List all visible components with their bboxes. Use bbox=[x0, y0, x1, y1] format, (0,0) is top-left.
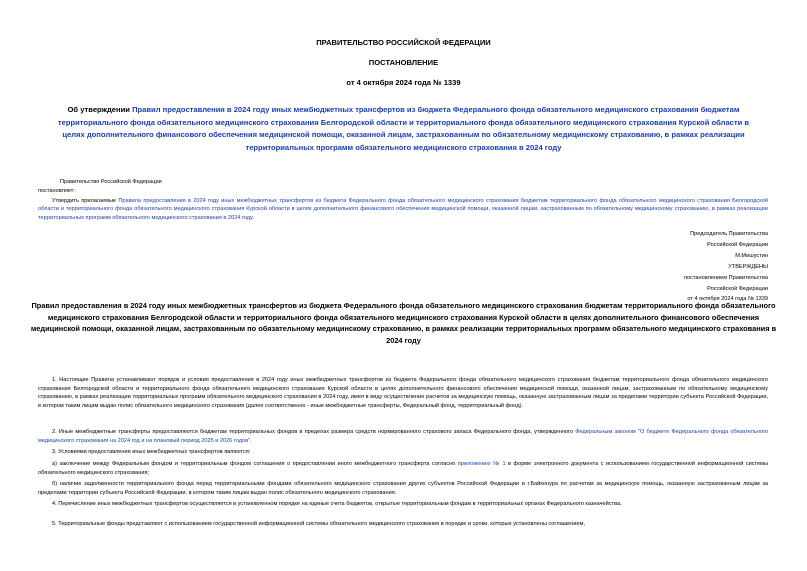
preamble-government: Правительство Российской Федерации bbox=[60, 179, 162, 185]
paragraph-1: 1. Настоящие Правила устанавливают порядок и условия предоставления в 2024 году иных межбюджетных трансфертов из бюджета Федерального фонда обязательного медицинского страхования бюджетам территориального фонда обязательного медицинского страхования Белгородской области и территориального фонда обязательного медицинского страхования Курской области в целях дополнительного финансового обеспечения медицинской помощи, оказанной лицам, застрахованным по обязательному медицинскому страхованию, в рамках реализации территориальных программ обязательного медицинского страхования в 2024 году, имея в виду осуществление расчетов за медицинскую помощь, оказанную застрахованным лицам за пределами территории субъекта Российской Федерации, в котором таким лицам выдан полис обязательного медицинского страхования (далее соответственно - иные межбюджетные трансферты, Федеральный фонд, территориальный фонд). bbox=[38, 377, 768, 409]
federal-law-link[interactable]: Федеральным законом "О бюджете Федерального фонда обязательного медицинского страхования на 2024 год и на плановый период 2025 и 2026 годов" bbox=[38, 429, 768, 444]
paragraph-3a bbox=[38, 460, 768, 477]
approve-link[interactable]: Правила предоставления в 2024 году иных межбюджетных трансфертов из бюджета Федерального фонда обязательного медицинского страхования бюджетам территориального фонда обязательного медицинского страхования Белгородской области и территориального фонда обязательного медицинского страхования Курской области в целях дополнительного финансового обеспечения медицинской помощи, оказанной лицам, застрахованным по обязательному медицинскому страхованию, в рамках реализации территориальных программ обязательного медицинского страхования в 2024 году bbox=[38, 198, 768, 221]
paragraph-3a-prefix: а) заключение между Федеральным фондом и территориальным фондом соглашения о предоставлении иного межбюджетного трансферта согласно bbox=[52, 461, 458, 467]
approved-line-5: постановлением Правительства bbox=[683, 275, 768, 281]
signature-line-2: Российской Федерации bbox=[707, 242, 768, 248]
rules-title: Правил предоставления в 2024 году иных межбюджетных трансфертов из бюджета Федерального фонда обязательного медицинского страхования бюджетам территориального фонда обязательного медицинского страхования Белгородской области и территориального фонда обязательного медицинского страхования Курской области в целях дополнительного финансового обеспечения медицинской помощи, оказанной лицам, застрахованным по обязательному медицинскому страхованию, в рамках реализации территориальных программ обязательного медицинского страхования в 2024 году bbox=[30, 301, 777, 345]
paragraph-3a-suffix: в форме электронного документа с использованием государственной информационной системы обязательного медицинского страхования; bbox=[38, 461, 768, 476]
appendix-1-link[interactable]: приложению № 1 bbox=[457, 461, 506, 467]
paragraph-2-prefix: 2. Иные межбюджетные трансферты предоставляются бюджетам территориальных фондов в пределах размера средств нормированного страхового запаса Федерального фонда, утвержденного bbox=[52, 429, 576, 435]
paragraph-4: 4. Перечисление иных межбюджетных трансфертов осуществляется в установленном порядке на единые счета бюджетов, открытые территориальным фондам в территориальных органах Федерального казначейства. bbox=[52, 501, 622, 507]
paragraph-5: 5. Территориальные фонды представляют с использованием государственной информационной системы обязательного медицинского страхования в порядке и сроки, которые установлены соглашением, bbox=[52, 521, 586, 527]
date-number-heading: от 4 октября 2024 года № 1339 bbox=[346, 78, 461, 87]
preamble-decree: постановляет: bbox=[38, 188, 75, 194]
approved-line-7: от 4 октября 2024 года № 1339 bbox=[687, 296, 768, 302]
approved-line-6: Российской Федерации bbox=[707, 286, 768, 292]
title-link[interactable]: Правил предоставления в 2024 году иных межбюджетных трансфертов из бюджета Федерального фонда обязательного медицинского страхования бюджетам территориального фонда обязательного медицинского страхования Белгородской области и территориального фонда обязательного медицинского страхования Курской области в целях дополнительного финансового обеспечения медицинской помощи, оказанной лицам, застрахованным по обязательному медицинскому страхованию, в рамках реализации территориальных программ обязательного медицинского страхования в 2024 году bbox=[57, 105, 750, 152]
signature-line-1: Председатель Правительства bbox=[690, 231, 768, 237]
approved-label: УТВЕРЖДЕНЫ bbox=[728, 264, 768, 270]
paragraph-3: 3. Условиями предоставления иных межбюджетных трансфертов являются: bbox=[52, 449, 251, 455]
title-prefix: Об утверждении bbox=[67, 105, 133, 114]
approve-suffix: . bbox=[252, 214, 254, 221]
preamble-approve bbox=[38, 197, 768, 222]
doc-type-heading: ПОСТАНОВЛЕНИЕ bbox=[368, 58, 439, 67]
document-title bbox=[48, 104, 759, 154]
paragraph-3b: б) наличие задолженности территориального фонда перед территориальными фондами обязательного медицинского страхования других субъектов Российской Федерации и г.Байконура по расчетам за медицинскую помощь, оказанную застрахованным лицам за пределами территории субъекта Российской Федерации, в котором таким лицам выдан полис обязательного медицинского страхования. bbox=[38, 481, 768, 496]
approve-prefix: Утвердить прилагаемые bbox=[52, 198, 119, 204]
paragraph-2 bbox=[38, 428, 768, 445]
government-heading: ПРАВИТЕЛЬСТВО РОССИЙСКОЙ ФЕДЕРАЦИИ bbox=[316, 38, 491, 47]
paragraph-2-suffix: . bbox=[250, 437, 252, 444]
signature-line-3: М.Мишустин bbox=[735, 253, 768, 259]
